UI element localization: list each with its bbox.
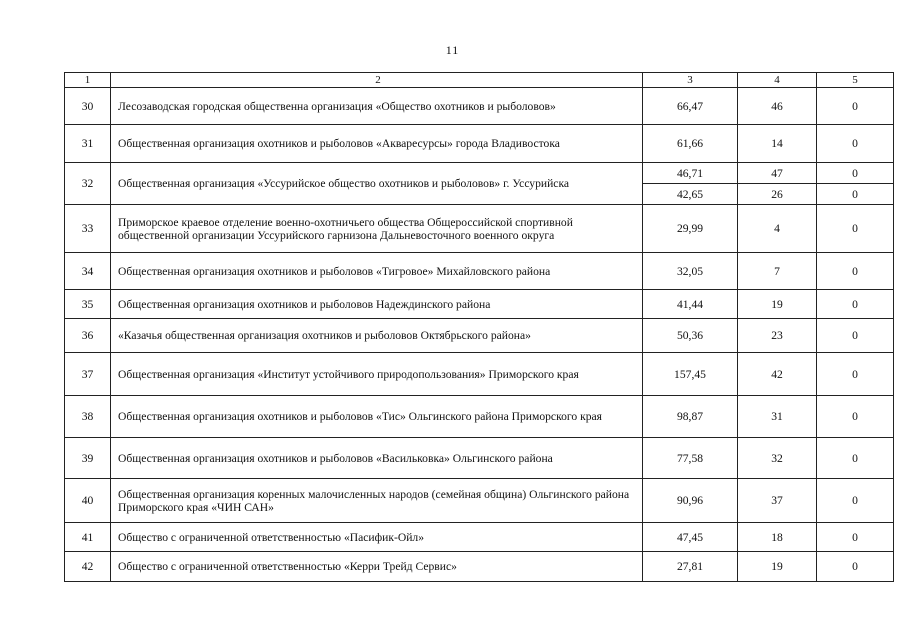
organization-name: Общественная организация «Институт устойчивого природопользования» Приморского края (111, 353, 643, 396)
table-row (65, 88, 894, 125)
table-row (65, 523, 894, 552)
organization-name: Общественная организация охотников и рыболовов «Васильковка» Ольгинского района (111, 438, 643, 479)
table-row (65, 290, 894, 319)
value-col5: 0 (817, 253, 894, 290)
organization-name: Лесозаводская городская общественна организация «Общество охотников и рыболовов» (111, 88, 643, 125)
table-row (65, 552, 894, 582)
value-col3: 32,05 (643, 253, 738, 290)
value-col3: 50,36 (643, 319, 738, 353)
table-row (65, 479, 894, 523)
value-col5: 0 (817, 163, 894, 184)
value-col4: 32 (738, 438, 817, 479)
header-cell: 5 (817, 73, 894, 88)
organization-name: Общество с ограниченной ответственностью «Пасифик-Ойл» (111, 523, 643, 552)
value-col3: 29,99 (643, 205, 738, 253)
header-cell: 2 (111, 73, 643, 88)
table-row (65, 205, 894, 253)
page-number: 11 (445, 43, 460, 57)
value-col4: 46 (738, 88, 817, 125)
table-row (65, 125, 894, 163)
value-col3: 61,66 (643, 125, 738, 163)
value-col3: 90,96 (643, 479, 738, 523)
organization-name: Общественная организация охотников и рыболовов «Акваресурсы» города Владивостока (111, 125, 643, 163)
organization-name: Общественная организация охотников и рыболовов «Тигровое» Михайловского района (111, 253, 643, 290)
value-col5: 0 (817, 125, 894, 163)
value-col5: 0 (817, 319, 894, 353)
row-number: 37 (65, 353, 111, 396)
header-cell: 4 (738, 73, 817, 88)
header-cell: 3 (643, 73, 738, 88)
value-col5: 0 (817, 205, 894, 253)
value-col5: 0 (817, 88, 894, 125)
row-number: 32 (65, 163, 111, 205)
value-col5: 0 (817, 396, 894, 438)
value-col4: 37 (738, 479, 817, 523)
row-number: 36 (65, 319, 111, 353)
value-col3: 42,65 (643, 184, 738, 205)
row-number: 40 (65, 479, 111, 523)
value-col5: 0 (817, 353, 894, 396)
data-table (64, 72, 894, 582)
organization-name: Общественная организация «Уссурийское общество охотников и рыболовов» г. Уссурийска (111, 163, 643, 205)
value-col4: 14 (738, 125, 817, 163)
value-col5: 0 (817, 552, 894, 582)
table-row (65, 163, 894, 184)
value-col4: 4 (738, 205, 817, 253)
organization-name: Общество с ограниченной ответственностью «Керри Трейд Сервис» (111, 552, 643, 582)
row-number: 38 (65, 396, 111, 438)
value-col3: 27,81 (643, 552, 738, 582)
value-col4: 31 (738, 396, 817, 438)
organization-name: Общественная организация коренных малочисленных народов (семейная община) Ольгинского района Приморского края «ЧИН САН» (111, 479, 643, 523)
value-col3: 157,45 (643, 353, 738, 396)
table-row (65, 396, 894, 438)
value-col5: 0 (817, 290, 894, 319)
value-col4: 23 (738, 319, 817, 353)
row-number: 34 (65, 253, 111, 290)
table-row (65, 438, 894, 479)
value-col3: 66,47 (643, 88, 738, 125)
value-col4: 42 (738, 353, 817, 396)
row-number: 33 (65, 205, 111, 253)
table-row (65, 319, 894, 353)
row-number: 42 (65, 552, 111, 582)
row-number: 39 (65, 438, 111, 479)
organization-name: Общественная организация охотников и рыболовов «Тис» Ольгинского района Приморского края (111, 396, 643, 438)
row-number: 31 (65, 125, 111, 163)
value-col3: 77,58 (643, 438, 738, 479)
value-col4: 26 (738, 184, 817, 205)
header-cell: 1 (65, 73, 111, 88)
value-col4: 7 (738, 253, 817, 290)
row-number: 41 (65, 523, 111, 552)
table-header-row (65, 73, 894, 88)
value-col5: 0 (817, 479, 894, 523)
value-col5: 0 (817, 438, 894, 479)
value-col4: 18 (738, 523, 817, 552)
row-number: 35 (65, 290, 111, 319)
value-col5: 0 (817, 184, 894, 205)
value-col3: 47,45 (643, 523, 738, 552)
value-col5: 0 (817, 523, 894, 552)
value-col3: 46,71 (643, 163, 738, 184)
value-col4: 47 (738, 163, 817, 184)
value-col3: 98,87 (643, 396, 738, 438)
organization-name: Общественная организация охотников и рыболовов Надеждинского района (111, 290, 643, 319)
value-col4: 19 (738, 290, 817, 319)
row-number: 30 (65, 88, 111, 125)
table-row (65, 253, 894, 290)
value-col3: 41,44 (643, 290, 738, 319)
organization-name: Приморское краевое отделение военно-охотничьего общества Общероссийской спортивной общественной организации Уссурийского гарнизона Дальневосточного военного округа (111, 205, 643, 253)
organization-name: «Казачья общественная организация охотников и рыболовов Октябрьского района» (111, 319, 643, 353)
value-col4: 19 (738, 552, 817, 582)
table-row (65, 353, 894, 396)
